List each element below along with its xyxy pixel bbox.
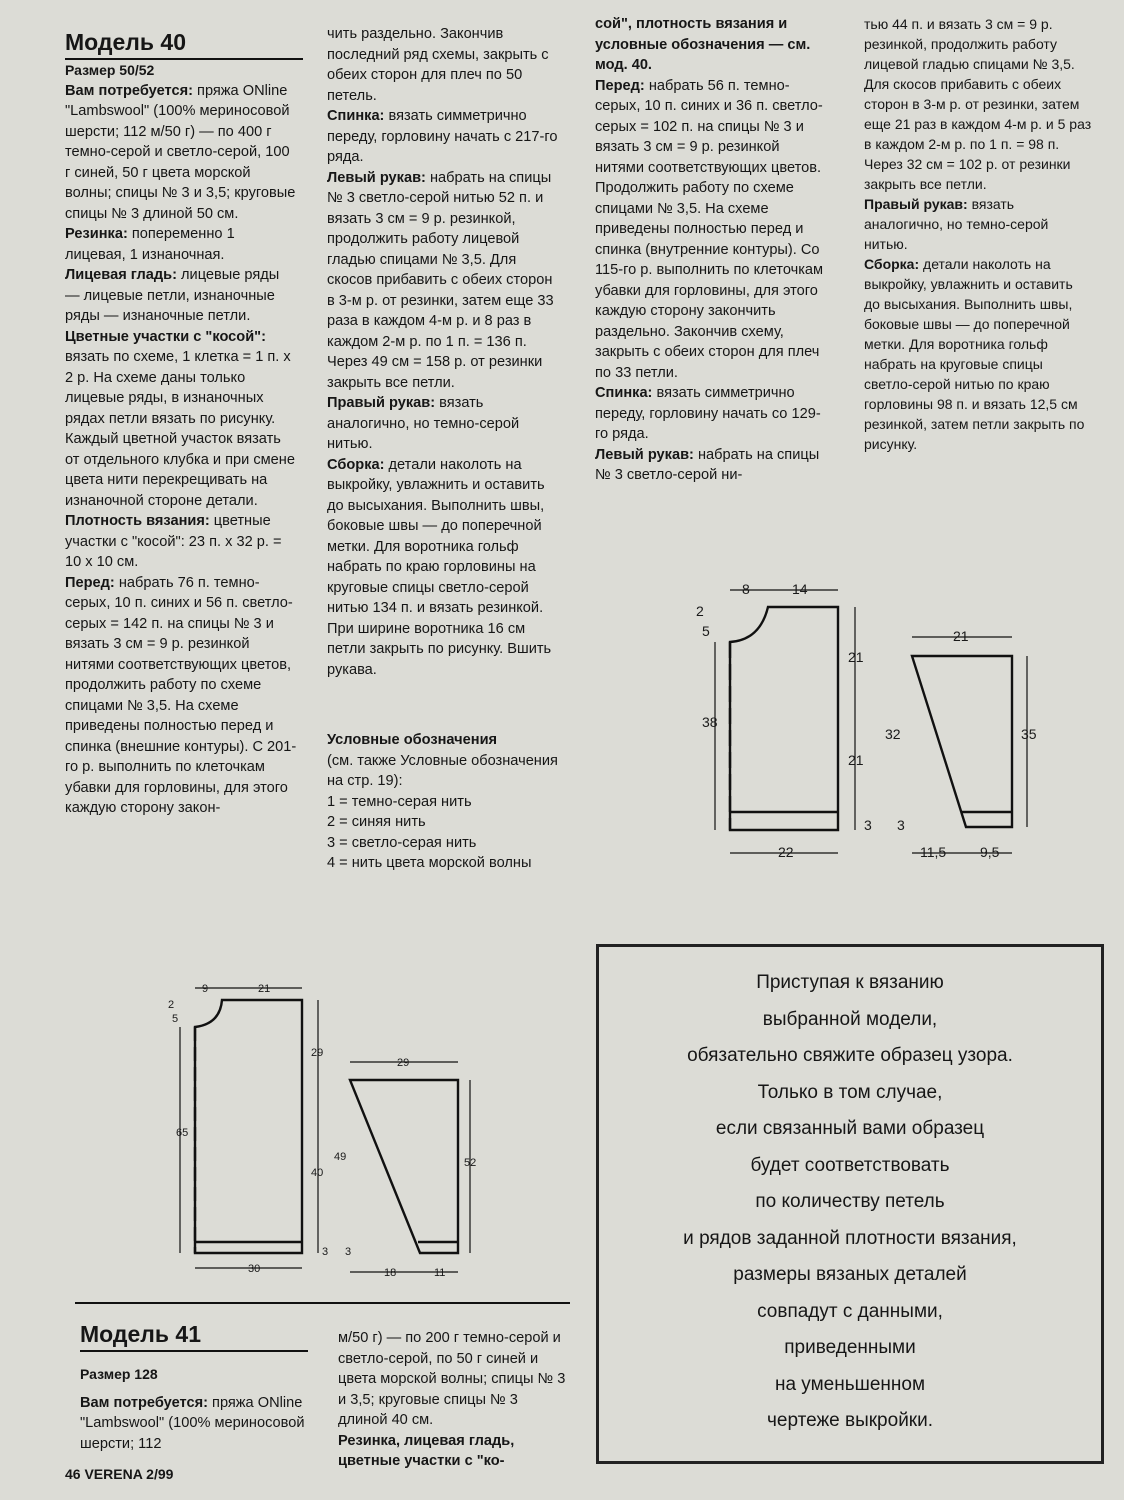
paragraph-text: набрать на спицы № 3 светло-серой ни- — [595, 446, 820, 483]
model40-column-2 — [327, 24, 563, 874]
notice-box — [596, 944, 1104, 1464]
paragraph-heading: Резинка: — [65, 226, 128, 242]
dim-label: 3 — [897, 817, 905, 833]
paragraph-heading: сой", плотность вязания и условные обозначения — см. мод. 40. — [595, 16, 811, 73]
paragraph — [338, 1431, 568, 1472]
paragraph — [65, 224, 297, 265]
model41-size: Размер 128 — [80, 1366, 158, 1382]
paragraph-text: вязать по схеме, 1 клетка = 1 п. х 2 р. На схеме даны только лицевые ряды, в изнаночных рядах петли вязать по рисунку. Каждый цветной участок вязать от отдельного клубка и при смене цвета нити перекрещивать на изнаночной стороне детали. — [65, 349, 295, 509]
paragraph-heading: Спинка: — [327, 108, 385, 124]
dim-label: 3 — [322, 1246, 329, 1258]
notice-line: обязательно свяжите образец узора. — [687, 1045, 1013, 1066]
dim-label: 18 — [384, 1267, 397, 1279]
paragraph-text: цветные участки с "косой": 23 п. х 32 р. = 10 х 10 см. — [65, 513, 282, 570]
dim-label: 22 — [778, 844, 794, 860]
body-outline — [730, 607, 838, 830]
dim-label: 40 — [311, 1167, 324, 1179]
notice-line: размеры вязаных деталей — [733, 1264, 967, 1285]
paragraph — [864, 194, 1092, 254]
notice-line: будет соответствовать — [750, 1154, 950, 1176]
paragraph — [327, 168, 563, 394]
model41-column-2 — [338, 1328, 568, 1472]
notice-line: на уменьшенном — [774, 1373, 926, 1395]
paragraph-heading: Сборка: — [327, 456, 385, 473]
model40-text-2 — [327, 24, 563, 680]
paragraph-heading: Сборка: — [864, 256, 920, 272]
paragraph-heading: Вам потребуется: — [65, 82, 193, 99]
model41-text-4 — [864, 14, 1092, 454]
notice-line: выбранной модели, — [762, 1008, 938, 1030]
dim-label: 21 — [953, 628, 969, 644]
dim-label: 11 — [434, 1267, 446, 1279]
dim-label: 21 — [848, 649, 864, 665]
paragraph-text: набрать 56 п. темно-серых, 10 п. синих и 36 п. светло-серых = 102 п. на спицы № 3 и вязать 3 см = 9 р. резинкой нитями соответствующих цветов. Продолжить работу по схеме спицами № 3,5. На схеме приведены полностью перед и спинка (внутренние контуры). Со 115-го р. выполнить по клеточкам убавки для горловины, для этого каждую сторону закончить раздельно. Закончив схему, закрыть с обеих сторон для плеч по 33 петли. — [595, 77, 824, 381]
legend-item: 2 = синяя нить — [327, 814, 426, 830]
paragraph-heading: Левый рукав: — [327, 169, 426, 186]
dim-label: 3 — [864, 817, 872, 833]
model40-size: Размер 50/52 — [65, 62, 155, 78]
model40-title: Модель 40 — [65, 29, 187, 55]
legend-item: 4 = нить цвета морской волны — [327, 855, 532, 871]
paragraph — [595, 76, 831, 384]
dim-label: 8 — [742, 581, 750, 597]
paragraph-heading: Цветные участки с "косой": — [65, 328, 266, 345]
paragraph-text: вязать аналогично, но темно-серой нитью. — [864, 196, 1049, 252]
paragraph-heading: Резинка, лицевая гладь, цветные участки с "ко- — [338, 1432, 515, 1469]
paragraph-heading: Спинка: — [595, 385, 653, 401]
paragraph — [80, 1393, 308, 1455]
paragraph-text: набрать на спицы № 3 светло-серой нитью 52 п. и вязать 3 см = 9 р. резинкой, продолжить работу лицевой гладью спицами № 3,5. Для скосов прибавить с обеих сторон в 3-м р. от резинки, затем еще 33 раза в каждом 4-м р. и 8 раз в каждом 2-м р. по 1 п. = 136 п. Через 49 см = 158 р. от резинки закрыть все петли. — [327, 169, 554, 391]
model41-text-1 — [80, 1393, 308, 1455]
model41-column-1 — [80, 1320, 308, 1454]
paragraph-text: м/50 г) — по 200 г темно-серой и светло-серой, по 50 г синей и цвета морской волны; спицы № 3 и 3,5; круговые спицы № 3 длиной 40 см. — [338, 1330, 566, 1428]
dim-label: 49 — [334, 1151, 347, 1163]
notice-line: приведенными — [784, 1337, 916, 1358]
paragraph — [327, 106, 563, 168]
model41-column-3 — [595, 14, 831, 486]
dim-label: 29 — [311, 1047, 324, 1059]
model41-text-3 — [595, 14, 831, 486]
model41-column-4 — [864, 14, 1092, 454]
notice-line: по количеству петель — [755, 1191, 945, 1212]
legend — [327, 730, 563, 874]
dim-label: 29 — [397, 1057, 410, 1069]
paragraph-heading: Плотность вязания: — [65, 513, 210, 529]
dim-label: 2 — [696, 603, 704, 619]
model40-column-1 — [65, 28, 297, 819]
paragraph-heading: Левый рукав: — [595, 446, 694, 463]
paragraph — [327, 455, 563, 681]
paragraph — [65, 265, 297, 327]
paragraph-text: вязать симметрично переду, горловину начать со 129-го ряда. — [595, 385, 821, 442]
paragraph-text: пряжа ONline "Lambswool" (100% мериносовой шерсти; 112 м/50 г) — по 400 г темно-серой и светло-серой, 100 г синей, 50 г цвета морской волны; спицы № 3 и 3,5; круговые спицы № 3 длиной 50 см. — [65, 82, 296, 222]
dim-label: 3 — [345, 1246, 352, 1258]
paragraph — [327, 24, 563, 106]
legend-item: 1 = темно-серая нить — [327, 793, 472, 810]
notice-line: чертеже выкройки. — [766, 1410, 934, 1431]
paragraph-text: лицевые ряды — лицевые петли, изнаночные ряды — изнаночные петли. — [65, 267, 280, 324]
legend-note: (см. также Условные обозначения на стр. 19): — [327, 752, 558, 789]
notice-line: если связанный вами образец — [715, 1118, 985, 1139]
paragraph — [338, 1328, 568, 1431]
paragraph-text: детали наколоть на выкройку, увлажнить и оставить до высыхания. Выполнить швы, боковые швы — до поперечной метки. Для воротника гольф набрать на круговые спицы светло-серой нитью по краю горловины 98 п. и вязать 12,5 см резинкой, затем петли закрыть по рисунку. — [864, 256, 1085, 452]
model41-title: Модель 41 — [80, 1321, 202, 1347]
paragraph-heading: Перед: — [595, 77, 645, 94]
page-footer: 46 VERENA 2/99 — [65, 1466, 174, 1482]
paragraph — [65, 511, 297, 573]
notice-line: Только в том случае, — [757, 1081, 943, 1103]
model40-text-1 — [65, 81, 297, 819]
legend-item: 3 = светло-серая нить — [327, 834, 477, 851]
dim-label: 9,5 — [980, 844, 1000, 860]
paragraph — [65, 573, 297, 819]
body-outline — [195, 1000, 302, 1253]
paragraph-text: детали наколоть на выкройку, увлажнить и оставить до высыхания. Выполнить швы, боковые швы — до поперечной метки. Для воротника гольф набрать по краю горловины на круговые спицы светло-серой нитью 134 п. и вязать резинкой. При ширине воротника 16 см петли закрыть по рисунку. Вшить рукава. — [327, 456, 552, 678]
section-divider — [75, 1302, 570, 1304]
dim-label: 5 — [702, 623, 710, 639]
notice-line: совпадут с данными, — [757, 1300, 943, 1322]
paragraph-text: вязать аналогично, но темно-серой нитью. — [327, 395, 520, 452]
paragraph — [595, 383, 831, 445]
paragraph — [864, 254, 1092, 454]
dim-label: 21 — [848, 752, 864, 768]
dim-label: 30 — [248, 1263, 261, 1275]
dim-label: 35 — [1021, 726, 1037, 742]
paragraph-text: попеременно 1 лицевая, 1 изнаночная. — [65, 226, 235, 263]
model41-text-2 — [338, 1328, 568, 1472]
paragraph-text: пряжа ONline "Lambswool" (100% мериносовой шерсти; 112 — [80, 1394, 305, 1452]
paragraph-heading: Вам потребуется: — [80, 1394, 208, 1411]
dim-label: 14 — [792, 581, 808, 597]
dim-label: 5 — [172, 1013, 179, 1025]
paragraph-text: набрать 76 п. темно-серых, 10 п. синих и 56 п. светло-серых = 142 п. на спицы № 3 и вязать 3 см = 9 р. резинкой нитями соответствующих цветов, продолжить работу по схеме спицами № 3,5. На схеме приведены полностью перед и спинка (внешние контуры). С 201-го р. выполнить по клеточкам убавки для горловины, для этого каждую сторону закон- — [65, 574, 297, 816]
dim-label: 11,5 — [920, 844, 947, 860]
legend-title: Условные обозначения — [327, 732, 498, 748]
paragraph-heading: Правый рукав: — [327, 395, 436, 411]
sleeve-outline — [912, 656, 1012, 827]
paragraph-text: вязать симметрично переду, горловину начать с 217-го ряда. — [327, 108, 558, 165]
title-underline — [80, 1350, 308, 1352]
paragraph — [595, 14, 831, 76]
notice-line: Приступая к вязанию — [756, 972, 944, 993]
dim-label: 32 — [885, 726, 901, 742]
paragraph-text: чить раздельно. Закончив последний ряд схемы, закрыть с обеих сторон для плеч по 50 петель. — [327, 26, 549, 104]
dim-label: 65 — [176, 1127, 189, 1139]
paragraph — [595, 445, 831, 486]
dim-label: 52 — [464, 1157, 477, 1169]
dim-label: 2 — [168, 999, 175, 1011]
paragraph-heading: Лицевая гладь: — [65, 267, 177, 283]
paragraph-heading: Правый рукав: — [864, 196, 968, 212]
paragraph — [65, 327, 297, 512]
paragraph — [327, 393, 563, 455]
notice-line: и рядов заданной плотности вязания, — [683, 1227, 1017, 1249]
dim-label: 21 — [258, 983, 271, 995]
paragraph-text: тью 44 п. и вязать 3 см = 9 р. резинкой, продолжить работу лицевой гладью спицами № 3,5. Для скосов прибавить с обеих сторон в 3-м р. от резинки, затем еще 21 раз в каждом 4-м р. и 5 раз в каждом 2-м р. по 1 п. = 98 п. Через 32 см = 102 р. от резинки закрыть все петли. — [864, 16, 1092, 192]
dim-label: 9 — [202, 983, 209, 995]
paragraph — [65, 81, 297, 225]
dim-label: 38 — [702, 714, 718, 730]
sleeve-outline — [350, 1080, 458, 1253]
paragraph — [864, 14, 1092, 194]
paragraph-heading: Перед: — [65, 574, 115, 591]
